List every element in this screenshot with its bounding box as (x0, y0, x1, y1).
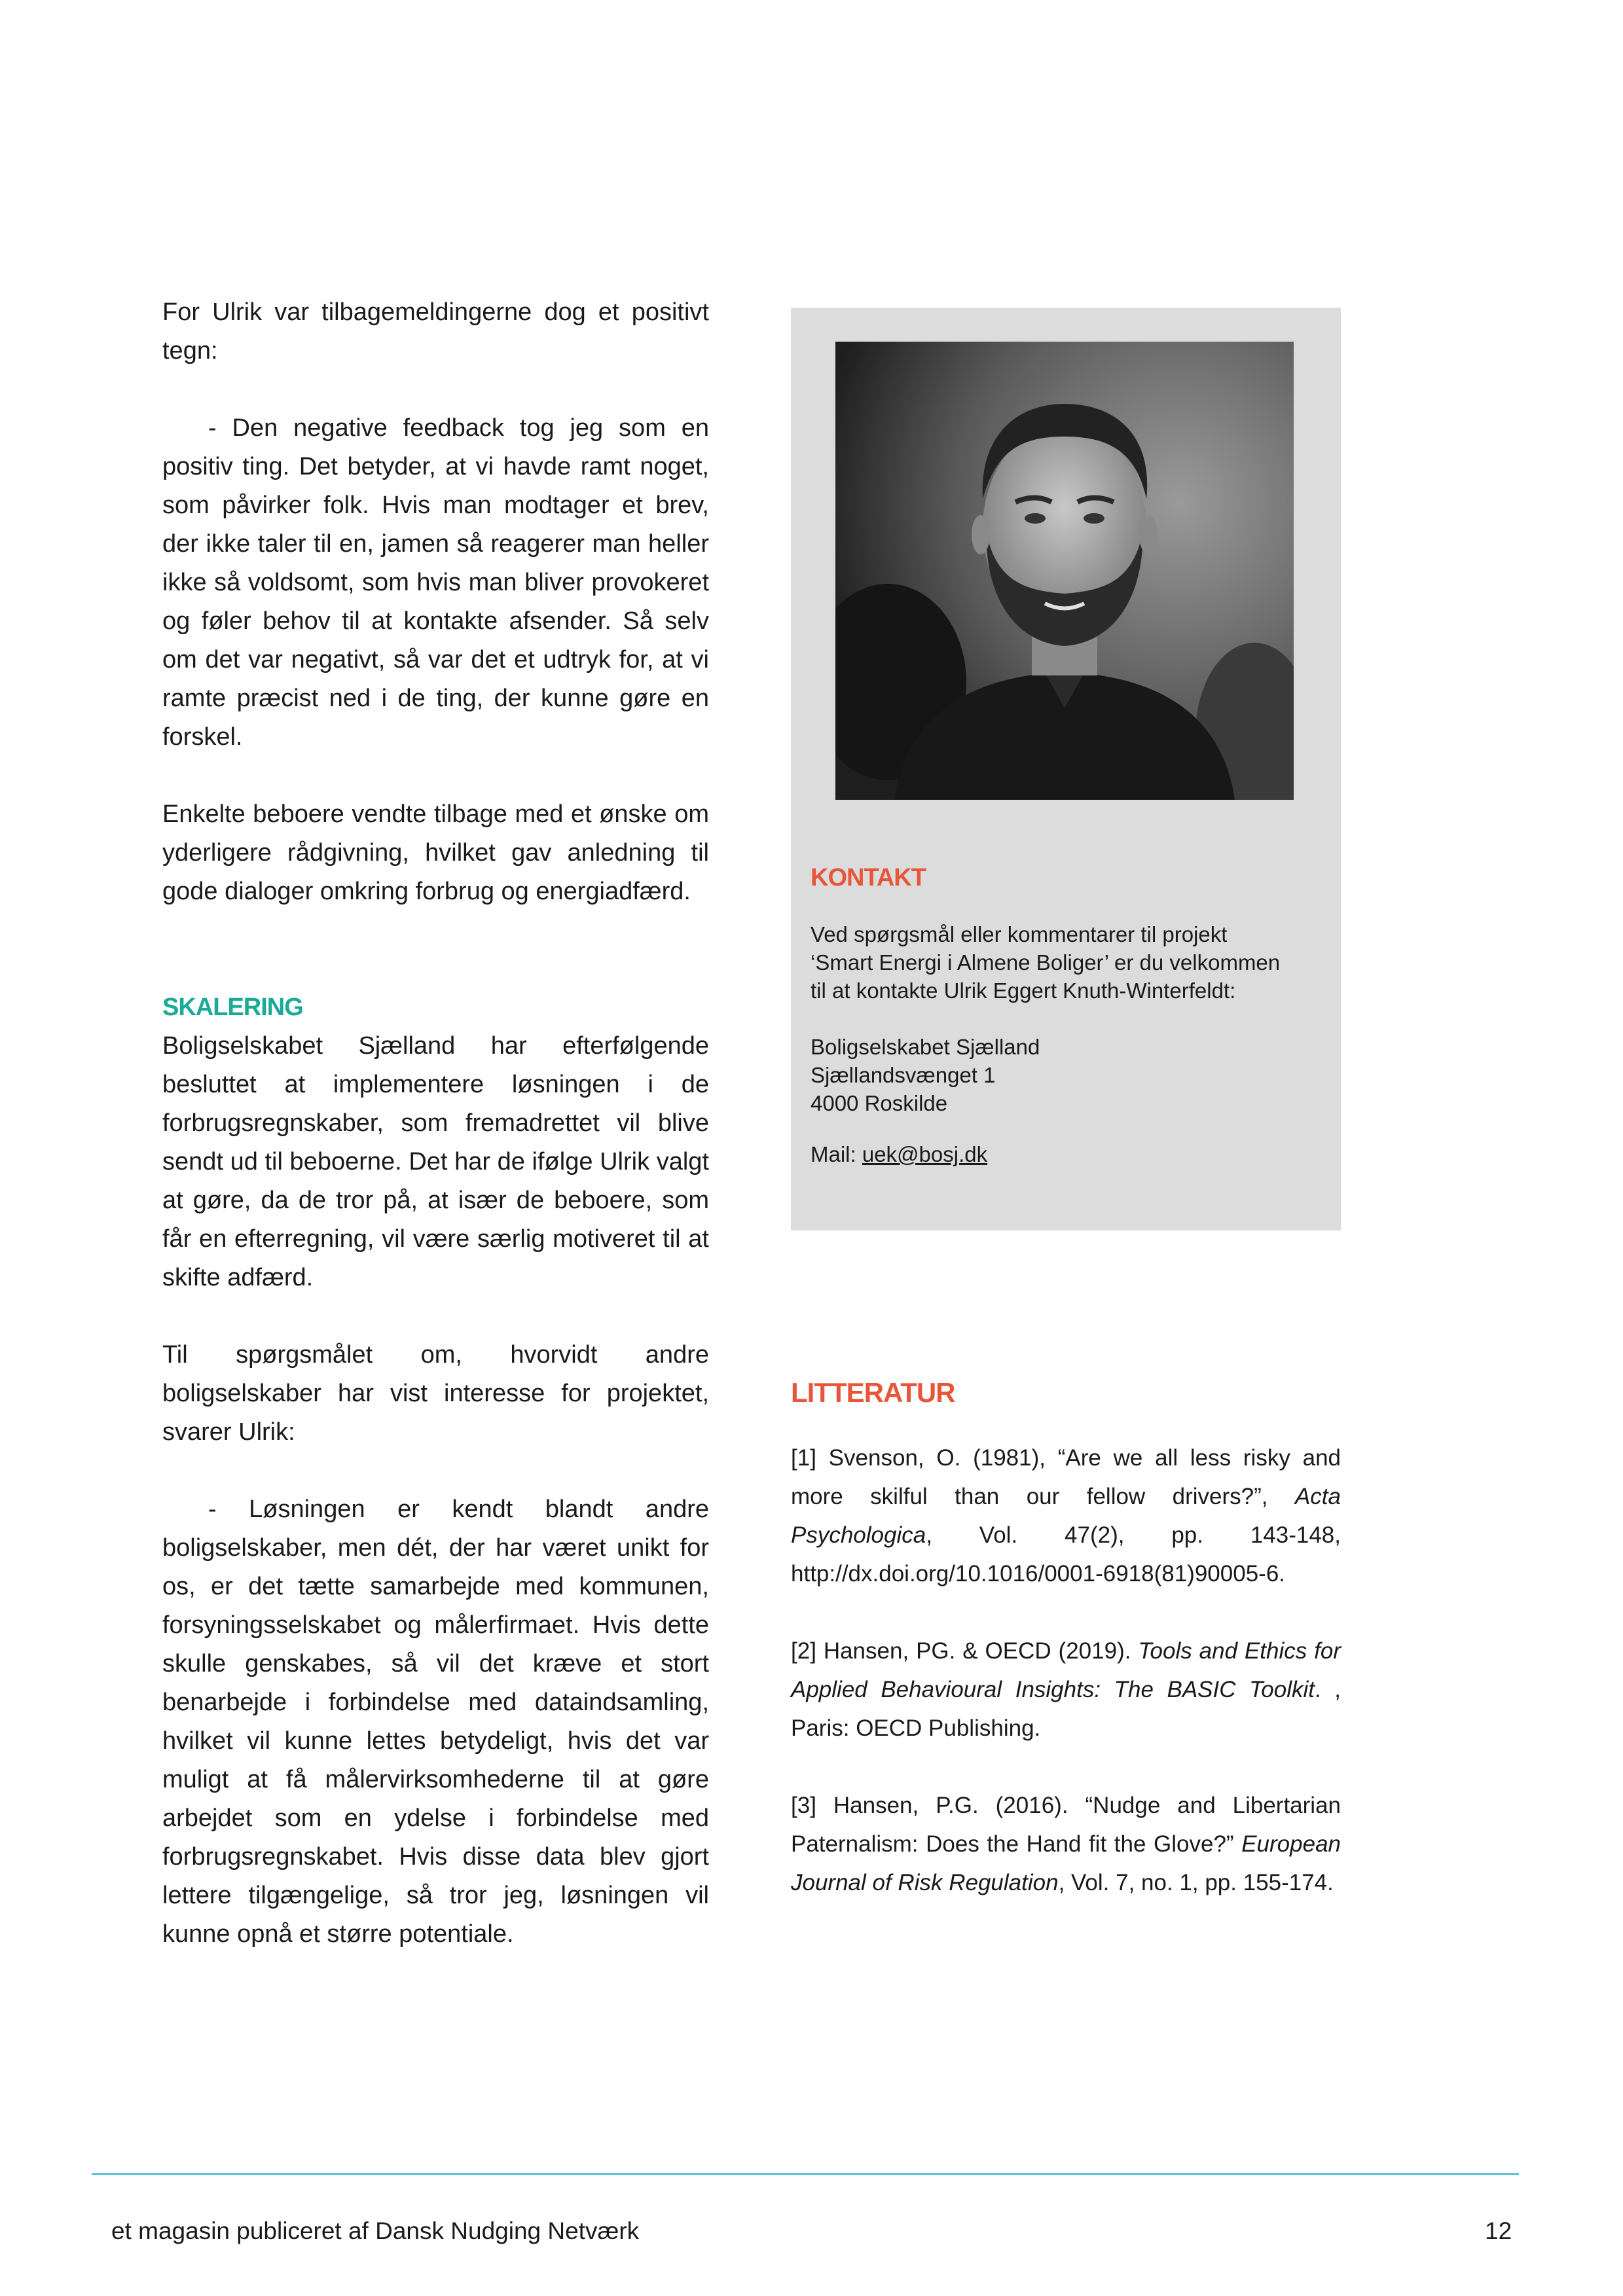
mail-line (811, 1140, 1328, 1168)
residents-paragraph: Enkelte beboere vendte tilbage med et ønske om yderligere rådgivning, hvilket gav anledning til gode dialoger omkring forbrug og energiadfærd. (162, 800, 709, 905)
reference-3: [3] Hansen, P.G. (2016). “Nudge and Libertarian Paternalism: Does the Hand fit the Glove?” European Journal of Risk Regulation, Vol. 7, no. 1, pp. 155-174. (791, 1793, 1341, 1895)
reference-1: [1] Svenson, O. (1981), “Are we all less risky and more skilful than our fellow drivers?”, Acta Psychologica, Vol. 47(2), pp. 143-148, http://dx.doi.org/10.1016/0001-6918(81)90005-6. (791, 1445, 1341, 1587)
main-article-column (162, 293, 709, 1954)
section-heading-skalering: SKALERING (162, 994, 303, 1021)
footer-divider (92, 2173, 1519, 2175)
reference-2: [2] Hansen, PG. & OECD (2019). Tools and Ethics for Applied Behavioural Insights: The BASIC Toolkit. , Paris: OECD Publishing. (791, 1638, 1341, 1741)
portrait-photo (835, 342, 1294, 800)
mail-label: Mail: (811, 1142, 862, 1166)
intro-paragraph: For Ulrik var tilbagemeldingerne dog et positivt tegn: (162, 298, 709, 365)
address-line-1: Boligselskabet Sjælland (811, 1035, 1040, 1059)
question-paragraph: Til spørgsmålet om, hvorvidt andre boligselskaber har vist interesse for projektet, svarer Ulrik: (162, 1341, 709, 1446)
contact-details (811, 861, 1328, 1168)
quote-negative-feedback: - Den negative feedback tog jeg som en positiv ting. Det betyder, at vi havde ramt noget, som påvirker folk. Hvis man modtager et brev, der ikke taler til en, jamen så reagerer man heller ikke så voldsomt, som hvis man bliver provokeret og føler behov til at kontakte afsender. Så selv om det var negativt, så var det et udtryk for, at vi ramte præcist ned i de ting, der kunne gøre en forskel. (162, 414, 709, 751)
contact-intro-line-1: Ved spørgsmål eller kommentarer til projekt (811, 922, 1228, 946)
contact-box (791, 308, 1341, 1230)
footer-publisher: et magasin publiceret af Dansk Nudging Netværk (111, 2217, 640, 2244)
contact-heading: KONTAKT (811, 864, 926, 891)
address-line-2: Sjællandsvænget 1 (811, 1063, 996, 1087)
reference-2-title: Tools and Ethics for Applied Behavioural Insights: The BASIC Toolkit (791, 1638, 1341, 1702)
page-number: 12 (1485, 2217, 1512, 2244)
reference-1-journal: Acta Psychologica (791, 1484, 1341, 1548)
contact-intro-line-3: til at kontakte Ulrik Eggert Knuth-Winterfeldt: (811, 978, 1236, 1003)
literature-heading: LITTERATUR (791, 1377, 955, 1408)
quote-solution: - Løsningen er kendt blandt andre boligselskaber, men dét, der har været unikt for os, er det tætte samarbejde med kommunen, forsyningsselskabet og målerfirmaet. Hvis dette skulle genskabes, så vil det kræve et stort benarbejde i forbindelse med dataindsamling, hvilket vil kunne lettes betydeligt, hvis det var muligt at få målervirksomhederne til at gøre arbejdet som en ydelse i forbindelse med forbrugsregnskabet. Hvis disse data blev gjort lettere tilgængelige, så tror jeg, løsningen vil kunne opnå et større potentiale. (162, 1496, 709, 1948)
scaling-paragraph: Boligselskabet Sjælland har efterfølgende besluttet at implementere løsningen i de forbrugsregnskaber, som fremadrettet vil blive sendt ud til beboerne. Det har de ifølge Ulrik valgt at gøre, da de tror på, at især de beboere, som får en efterregning, vil være særlig motiveret til at skifte adfærd. (162, 1032, 709, 1291)
reference-3-journal: European Journal of Risk Regulation (791, 1831, 1341, 1895)
mail-link[interactable]: uek@bosj.dk (862, 1142, 988, 1166)
literature-section (791, 1373, 1341, 1941)
contact-intro-line-2: ‘Smart Energi i Almene Boliger’ er du velkommen (811, 950, 1281, 975)
address-line-3: 4000 Roskilde (811, 1091, 948, 1115)
